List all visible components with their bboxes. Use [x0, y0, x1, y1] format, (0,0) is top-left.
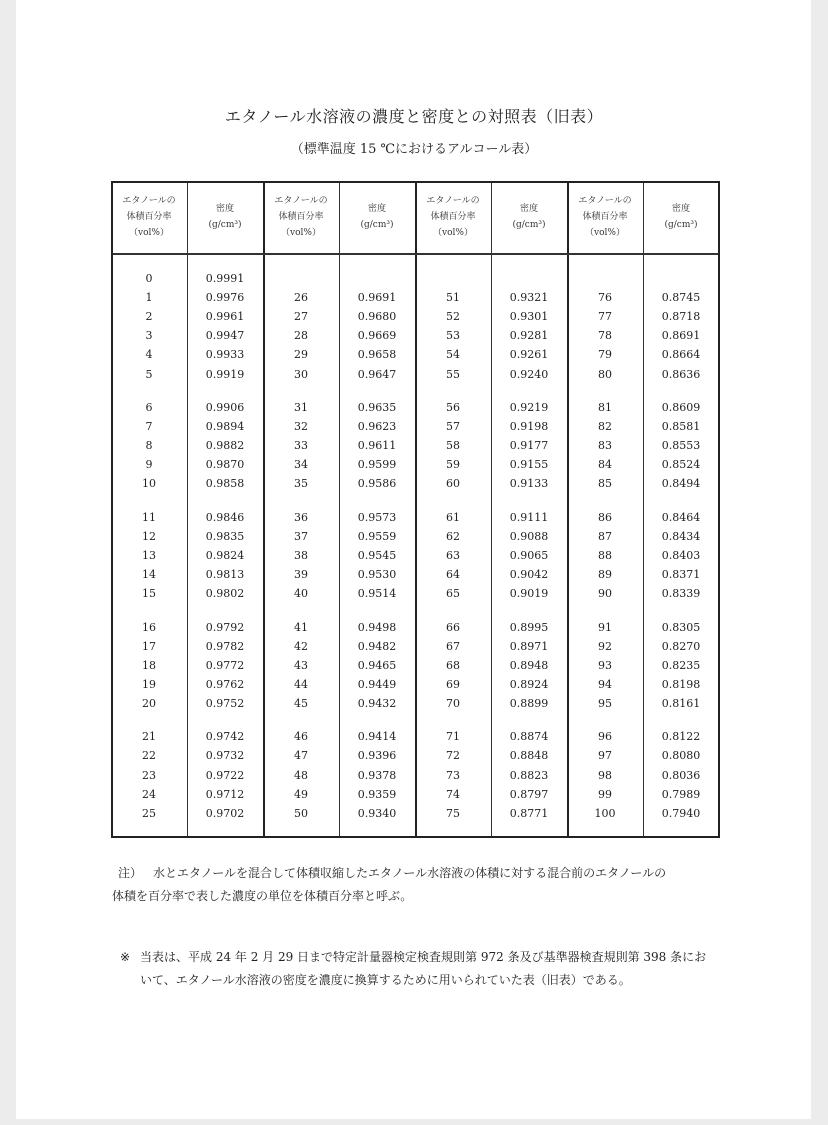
cell-vol-percent: 8 [145, 439, 153, 453]
cell-density: 0.8161 [661, 696, 701, 710]
cell-vol-percent: 62 [446, 529, 460, 543]
cell-density: 0.9396 [357, 749, 397, 763]
cell-density: 0.9111 [509, 510, 549, 524]
header-line: （vol%） [281, 228, 321, 238]
cell-vol-percent: 43 [294, 658, 308, 672]
cell-vol-percent: 94 [598, 677, 612, 691]
cell-vol-percent: 4 [145, 348, 153, 362]
cell-density: 0.8718 [661, 310, 701, 324]
cell-density: 0.8797 [509, 787, 549, 801]
cell-vol-percent: 75 [446, 806, 460, 820]
cell-vol-percent: 74 [446, 787, 460, 801]
cell-vol-percent: 53 [446, 329, 460, 343]
cell-vol-percent: 69 [446, 677, 460, 691]
cell-vol-percent: 34 [294, 458, 308, 472]
cell-vol-percent: 16 [142, 620, 156, 634]
cell-density: 0.7940 [661, 806, 701, 820]
cell-vol-percent: 23 [142, 768, 156, 782]
cell-vol-percent: 1 [145, 291, 153, 305]
cell-density: 0.9933 [205, 348, 245, 362]
cell-vol-percent: 29 [294, 348, 308, 362]
cell-density: 0.9414 [357, 730, 397, 744]
cell-vol-percent: 68 [446, 658, 460, 672]
cell-density: 0.9198 [509, 420, 549, 433]
cell-vol-percent: 42 [294, 639, 308, 653]
cell-density: 0.9498 [357, 620, 397, 634]
header-density [187, 201, 263, 233]
cell-vol-percent: 54 [446, 348, 460, 362]
cell-vol-percent: 0 [145, 272, 153, 285]
header-vol-percent [415, 193, 491, 241]
cell-vol-percent: 76 [598, 291, 612, 305]
cell-vol-percent: 49 [294, 787, 308, 801]
cell-density: 0.9088 [509, 529, 549, 543]
header-line: 体積百分率 [430, 212, 476, 222]
cell-density: 0.9482 [357, 639, 397, 653]
cell-vol-percent: 92 [598, 639, 612, 653]
cell-vol-percent: 52 [446, 310, 460, 324]
cell-vol-percent: 20 [142, 696, 156, 710]
cell-density: 0.8339 [661, 587, 701, 601]
header-line: エタノールの [122, 196, 176, 206]
cell-density: 0.9906 [205, 400, 245, 414]
cell-density: 0.9177 [509, 439, 549, 453]
cell-vol-percent: 56 [446, 400, 460, 414]
cell-density: 0.9573 [357, 510, 397, 524]
cell-density: 0.9782 [205, 639, 245, 653]
cell-density: 0.8995 [509, 620, 549, 634]
cell-vol-percent: 79 [598, 348, 612, 362]
cell-density: 0.8664 [661, 348, 701, 362]
cell-density: 0.8948 [509, 658, 549, 672]
cell-density: 0.8122 [661, 730, 701, 744]
cell-density: 0.8581 [661, 420, 701, 433]
header-line: エタノールの [426, 196, 480, 206]
cell-density: 0.9712 [205, 787, 245, 801]
cell-density: 0.9599 [357, 458, 397, 472]
cell-vol-percent: 91 [598, 620, 612, 634]
header-line: エタノールの [578, 196, 632, 206]
cell-density: 0.9894 [205, 420, 245, 433]
cell-vol-percent: 25 [142, 806, 156, 820]
cell-density: 0.8823 [509, 768, 549, 782]
cell-density: 0.9623 [357, 420, 397, 433]
cell-density: 0.8636 [661, 367, 701, 381]
cell-vol-percent: 37 [294, 529, 308, 543]
cell-density: 0.9465 [357, 658, 397, 672]
cell-density: 0.9802 [205, 587, 245, 601]
note2-line1: 当表は、平成 24 年 2 月 29 日まで特定計量器検定検査規則第 972 条及び基準器検査規則第 398 条にお [140, 950, 707, 964]
cell-density: 0.9301 [509, 310, 549, 324]
cell-density: 0.9919 [205, 367, 245, 381]
cell-density: 0.9240 [509, 367, 549, 381]
cell-density: 0.9586 [357, 477, 397, 491]
header-line: 体積百分率 [126, 212, 172, 222]
cell-density: 0.9824 [205, 548, 245, 562]
cell-density: 0.9559 [357, 529, 397, 543]
header-line: 体積百分率 [278, 212, 324, 222]
cell-vol-percent: 80 [598, 367, 612, 381]
cell-vol-percent: 13 [142, 548, 156, 562]
cell-density: 0.9961 [205, 310, 245, 324]
cell-density: 0.9702 [205, 806, 245, 820]
cell-vol-percent: 5 [145, 367, 153, 381]
cell-vol-percent: 21 [142, 730, 156, 744]
cell-vol-percent: 22 [142, 749, 156, 763]
cell-density: 0.8198 [661, 677, 701, 691]
header-line: (g/cm³) [664, 220, 698, 230]
cell-vol-percent: 58 [446, 439, 460, 453]
cell-density: 0.8305 [661, 620, 701, 634]
document-title: エタノール水溶液の濃度と密度との対照表（旧表） [224, 107, 604, 126]
cell-vol-percent: 26 [294, 291, 308, 305]
cell-vol-percent: 19 [142, 677, 156, 691]
cell-vol-percent: 36 [294, 510, 308, 524]
cell-density: 0.8371 [661, 568, 701, 581]
cell-density: 0.9762 [205, 677, 245, 691]
cell-density: 0.9133 [509, 477, 549, 491]
cell-density: 0.9991 [205, 272, 245, 285]
cell-vol-percent: 60 [446, 477, 460, 491]
cell-vol-percent: 100 [594, 806, 616, 820]
cell-vol-percent: 95 [598, 696, 612, 710]
cell-density: 0.8553 [661, 439, 701, 453]
cell-density: 0.8494 [661, 477, 701, 491]
cell-density: 0.9835 [205, 529, 245, 543]
cell-vol-percent: 30 [294, 367, 308, 381]
cell-vol-percent: 50 [294, 806, 308, 820]
cell-density: 0.9976 [205, 291, 245, 305]
cell-vol-percent: 7 [145, 420, 153, 433]
header-vol-percent [567, 193, 643, 241]
cell-density: 0.8609 [661, 400, 701, 414]
cell-density: 0.9359 [357, 787, 397, 801]
header-line: (g/cm³) [512, 220, 546, 230]
cell-density: 0.8270 [661, 639, 701, 653]
cell-vol-percent: 86 [598, 510, 612, 524]
header-divider [113, 253, 718, 255]
cell-vol-percent: 44 [294, 677, 308, 691]
cell-vol-percent: 85 [598, 477, 612, 491]
cell-density: 0.9680 [357, 310, 397, 324]
cell-vol-percent: 93 [598, 658, 612, 672]
cell-vol-percent: 27 [294, 310, 308, 324]
cell-vol-percent: 28 [294, 329, 308, 343]
cell-density: 0.9669 [357, 329, 397, 343]
cell-vol-percent: 15 [142, 587, 156, 601]
cell-density: 0.9742 [205, 730, 245, 744]
cell-vol-percent: 11 [142, 510, 156, 524]
cell-vol-percent: 32 [294, 420, 308, 433]
cell-density: 0.8464 [661, 510, 701, 524]
cell-vol-percent: 6 [145, 400, 153, 414]
header-line: 密度 [671, 204, 690, 214]
header-vol-percent [263, 193, 339, 241]
cell-vol-percent: 66 [446, 620, 460, 634]
header-density [491, 201, 567, 233]
cell-vol-percent: 78 [598, 329, 612, 343]
cell-vol-percent: 82 [598, 420, 612, 433]
header-line: （vol%） [585, 228, 625, 238]
cell-vol-percent: 12 [142, 529, 156, 543]
cell-vol-percent: 24 [142, 787, 156, 801]
note1-line2: 体積を百分率で表した濃度の単位を体積百分率と呼ぶ。 [112, 889, 413, 903]
cell-density: 0.9219 [509, 400, 549, 414]
cell-density: 0.9858 [205, 477, 245, 491]
cell-density: 0.8403 [661, 548, 701, 562]
cell-vol-percent: 35 [294, 477, 308, 491]
note1-line1: 水とエタノールを混合して体積収縮したエタノール水溶液の体積に対する混合前のエタノールの [153, 866, 667, 880]
cell-vol-percent: 70 [446, 696, 460, 710]
cell-density: 0.8434 [661, 529, 701, 543]
document-subtitle: （標準温度 15 ℃におけるアルコール表） [290, 142, 538, 157]
cell-vol-percent: 71 [446, 730, 460, 744]
cell-density: 0.9792 [205, 620, 245, 634]
cell-density: 0.9658 [357, 348, 397, 362]
cell-density: 0.9846 [205, 510, 245, 524]
cell-density: 0.9732 [205, 749, 245, 763]
header-line: （vol%） [129, 228, 169, 238]
cell-density: 0.9042 [509, 568, 549, 581]
cell-vol-percent: 55 [446, 367, 460, 381]
cell-vol-percent: 47 [294, 749, 308, 763]
cell-vol-percent: 73 [446, 768, 460, 782]
cell-vol-percent: 17 [142, 639, 156, 653]
header-line: (g/cm³) [208, 220, 242, 230]
cell-density: 0.9340 [357, 806, 397, 820]
cell-density: 0.8874 [509, 730, 549, 744]
density-table [111, 181, 720, 838]
cell-vol-percent: 98 [598, 768, 612, 782]
note1-label: 注） [118, 866, 143, 880]
cell-vol-percent: 72 [446, 749, 460, 763]
cell-density: 0.9378 [357, 768, 397, 782]
cell-density: 0.9281 [509, 329, 549, 343]
cell-density: 0.8524 [661, 458, 701, 472]
cell-density: 0.9155 [509, 458, 549, 472]
cell-vol-percent: 14 [142, 568, 156, 581]
cell-density: 0.8771 [509, 806, 549, 820]
cell-vol-percent: 41 [294, 620, 308, 634]
cell-density: 0.9432 [357, 696, 397, 710]
cell-density: 0.8080 [661, 749, 701, 763]
cell-vol-percent: 77 [598, 310, 612, 324]
note2-label: ※ [120, 950, 131, 964]
cell-vol-percent: 87 [598, 529, 612, 543]
header-line: エタノールの [274, 196, 328, 206]
cell-density: 0.8848 [509, 749, 549, 763]
header-line: 密度 [367, 204, 386, 214]
note2-line2: いて、エタノール水溶液の密度を濃度に換算するために用いられていた表（旧表）である。 [140, 973, 631, 987]
cell-density: 0.9530 [357, 568, 397, 581]
cell-vol-percent: 96 [598, 730, 612, 744]
cell-density: 0.9882 [205, 439, 245, 453]
cell-vol-percent: 39 [294, 568, 308, 581]
cell-density: 0.8971 [509, 639, 549, 653]
cell-vol-percent: 88 [598, 548, 612, 562]
cell-vol-percent: 2 [145, 310, 153, 324]
cell-vol-percent: 61 [446, 510, 460, 524]
cell-density: 0.8924 [509, 677, 549, 691]
cell-density: 0.9722 [205, 768, 245, 782]
cell-vol-percent: 59 [446, 458, 460, 472]
cell-vol-percent: 97 [598, 749, 612, 763]
cell-density: 0.9261 [509, 348, 549, 362]
cell-vol-percent: 67 [446, 639, 460, 653]
cell-vol-percent: 33 [294, 439, 308, 453]
cell-vol-percent: 84 [598, 458, 612, 472]
cell-density: 0.9647 [357, 367, 397, 381]
cell-density: 0.9019 [509, 587, 549, 601]
cell-density: 0.8745 [661, 291, 701, 305]
cell-vol-percent: 38 [294, 548, 308, 562]
header-line: (g/cm³) [360, 220, 394, 230]
cell-density: 0.9947 [205, 329, 245, 343]
cell-vol-percent: 90 [598, 587, 612, 601]
cell-density: 0.8691 [661, 329, 701, 343]
cell-density: 0.9065 [509, 548, 549, 562]
cell-vol-percent: 48 [294, 768, 308, 782]
cell-vol-percent: 18 [142, 658, 156, 672]
cell-vol-percent: 83 [598, 439, 612, 453]
cell-density: 0.9870 [205, 458, 245, 472]
header-density [643, 201, 719, 233]
header-line: 密度 [519, 204, 538, 214]
cell-vol-percent: 3 [145, 329, 153, 343]
cell-density: 0.9545 [357, 548, 397, 562]
cell-density: 0.9752 [205, 696, 245, 710]
cell-density: 0.8899 [509, 696, 549, 710]
cell-vol-percent: 45 [294, 696, 308, 710]
cell-density: 0.9772 [205, 658, 245, 672]
cell-vol-percent: 51 [446, 291, 460, 305]
cell-density: 0.8235 [661, 658, 701, 672]
cell-density: 0.9813 [205, 568, 245, 581]
cell-vol-percent: 57 [446, 420, 460, 433]
cell-density: 0.9321 [509, 291, 549, 305]
cell-density: 0.9514 [357, 587, 397, 601]
cell-density: 0.9611 [357, 439, 397, 453]
cell-vol-percent: 31 [294, 400, 308, 414]
header-line: 密度 [215, 204, 234, 214]
cell-density: 0.9449 [357, 677, 397, 691]
cell-vol-percent: 40 [294, 587, 308, 601]
cell-density: 0.8036 [661, 768, 701, 782]
cell-vol-percent: 99 [598, 787, 612, 801]
cell-vol-percent: 9 [145, 458, 153, 472]
cell-density: 0.7989 [661, 787, 701, 801]
cell-vol-percent: 81 [598, 400, 612, 414]
cell-vol-percent: 89 [598, 568, 612, 581]
cell-vol-percent: 65 [446, 587, 460, 601]
cell-density: 0.9691 [357, 291, 397, 305]
cell-vol-percent: 46 [294, 730, 308, 744]
cell-vol-percent: 63 [446, 548, 460, 562]
header-line: （vol%） [433, 228, 473, 238]
header-line: 体積百分率 [582, 212, 628, 222]
header-vol-percent [111, 193, 187, 241]
cell-vol-percent: 64 [446, 568, 460, 581]
cell-vol-percent: 10 [142, 477, 156, 491]
header-density [339, 201, 415, 233]
cell-density: 0.9635 [357, 400, 397, 414]
